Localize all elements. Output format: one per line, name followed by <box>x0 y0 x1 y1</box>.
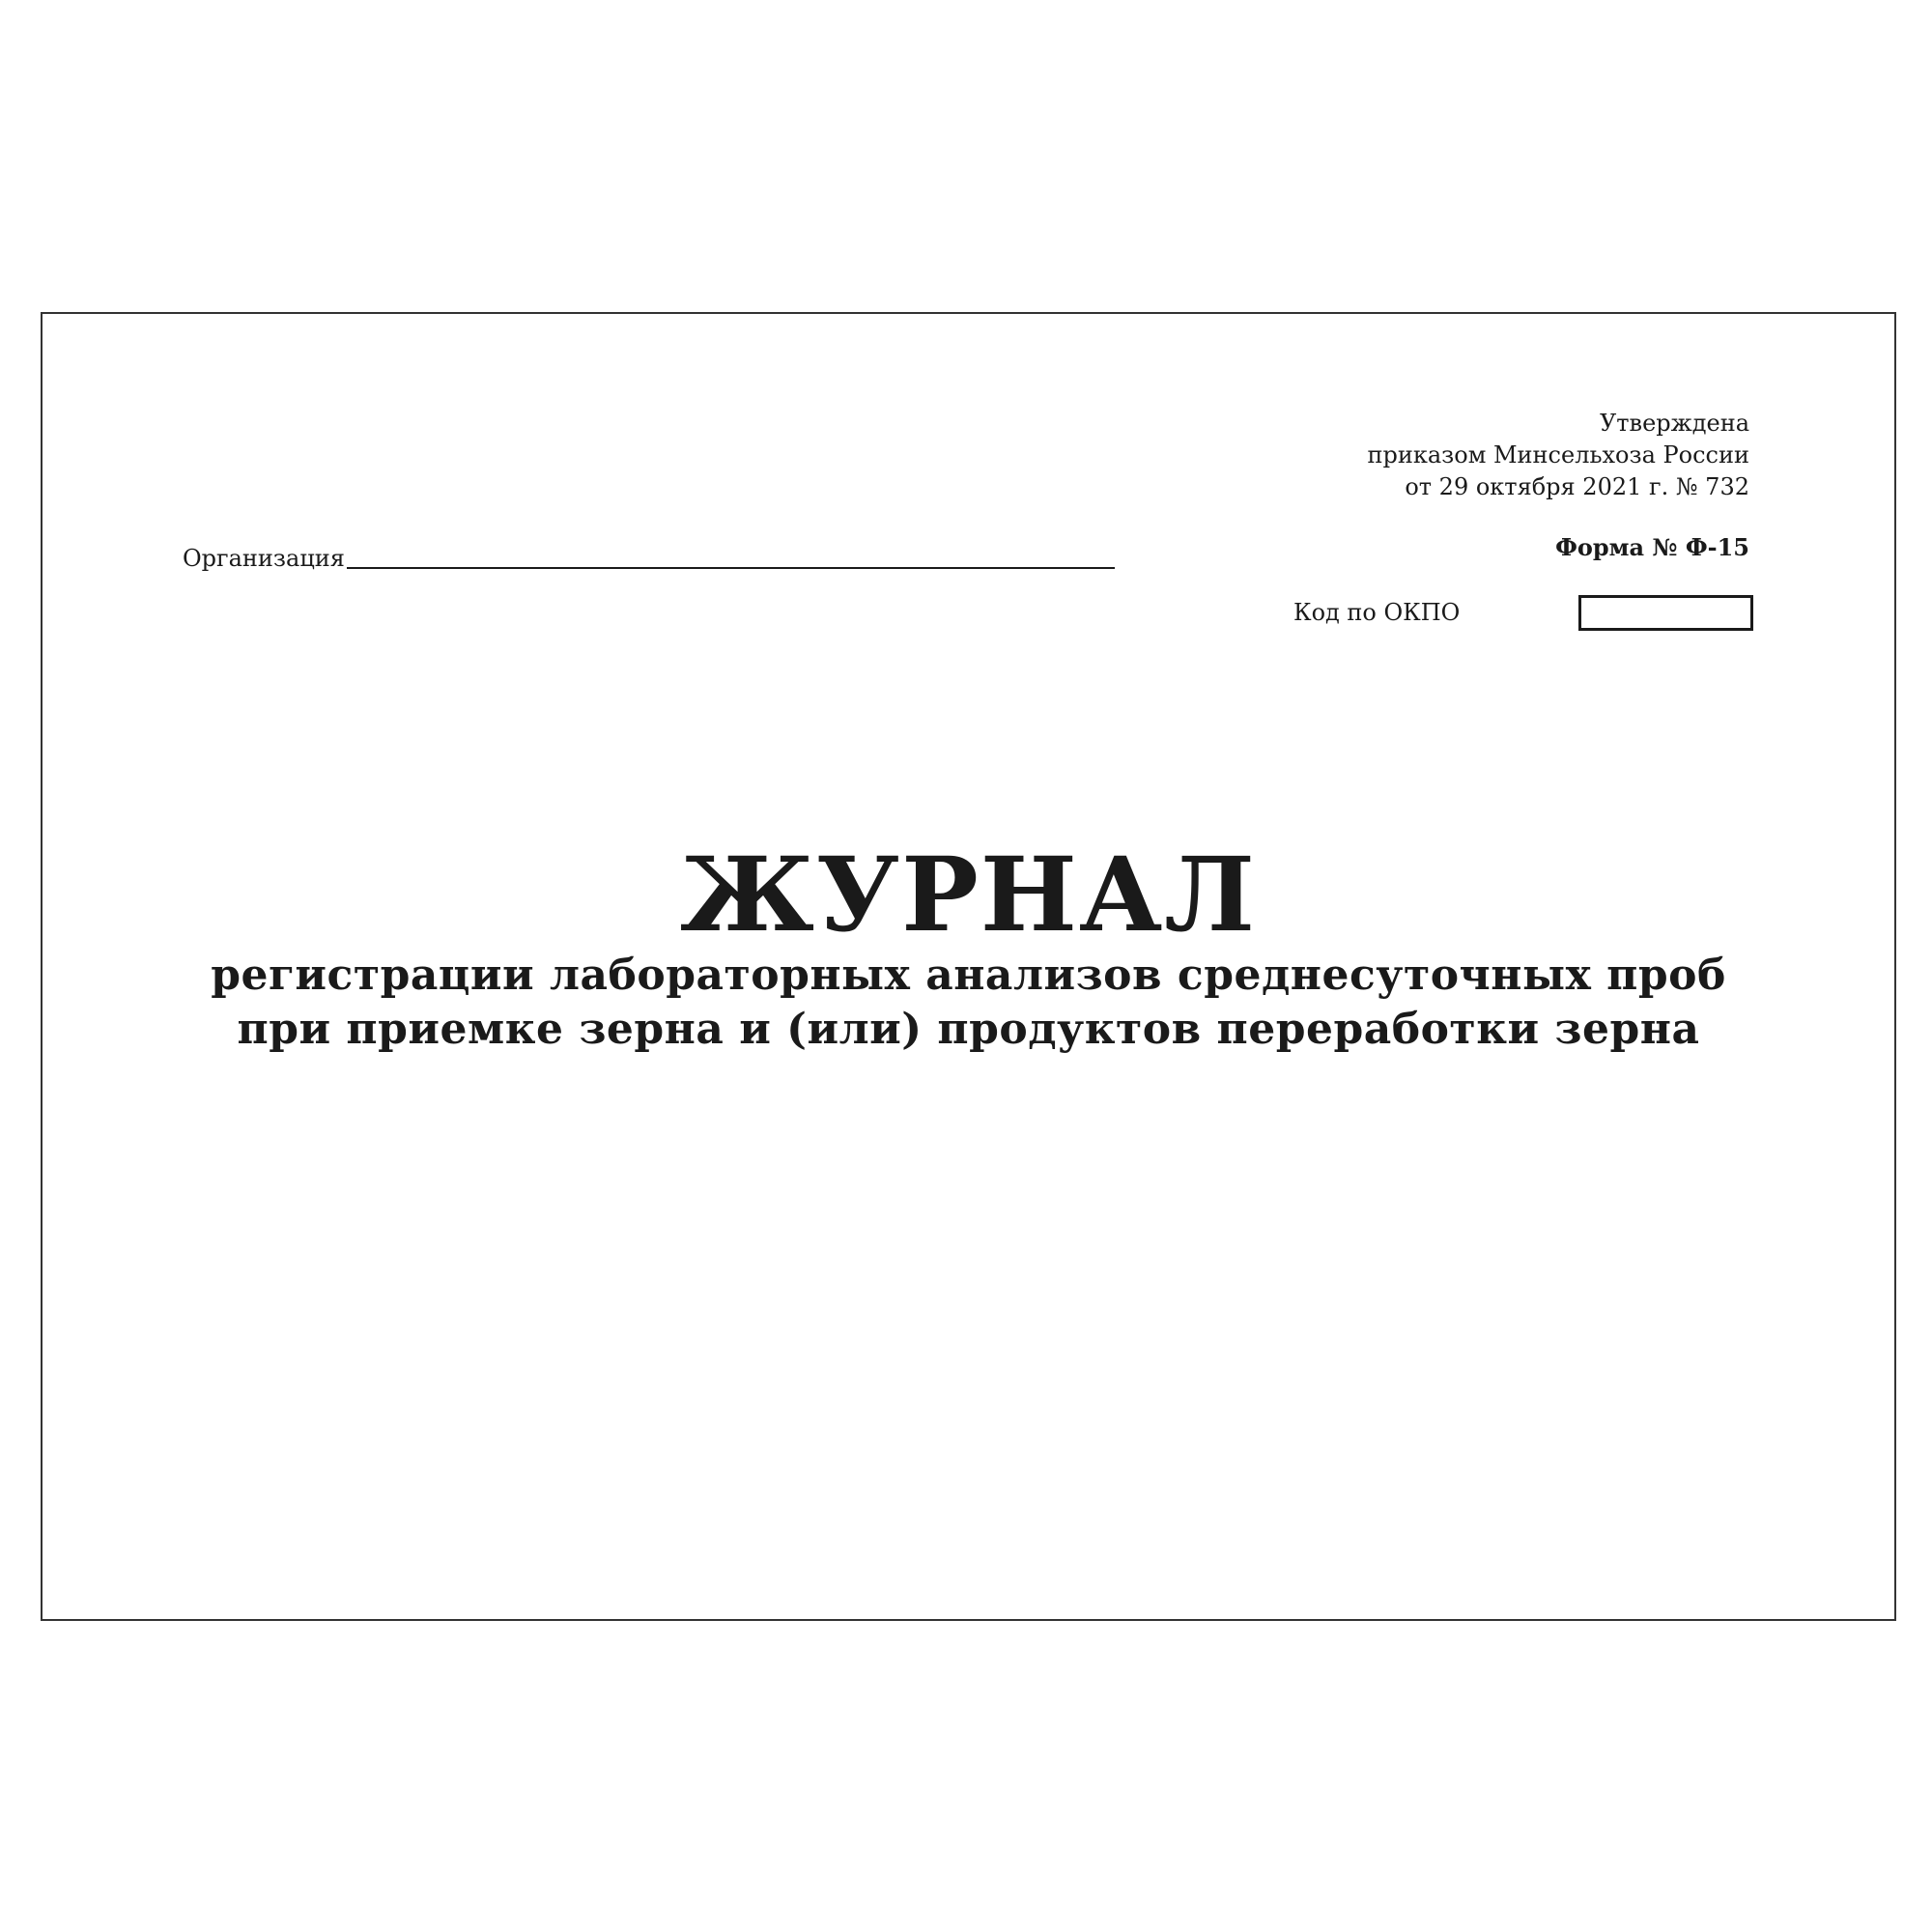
journal-subtitle-line-2: при приемке зерна и (или) продуктов переработки зерна <box>237 1005 1700 1054</box>
document-cover <box>41 312 1896 1621</box>
title-block <box>43 834 1894 1057</box>
journal-subtitle <box>43 949 1894 1057</box>
approval-line-2: приказом Минсельхоза России <box>1367 441 1749 469</box>
approval-line-3: от 29 октября 2021 г. № 732 <box>1405 473 1749 500</box>
journal-title: ЖУРНАЛ <box>679 834 1258 954</box>
form-number: Форма № Ф-15 <box>1555 533 1749 561</box>
organization-label: Организация <box>183 545 345 572</box>
approval-line-1: Утверждена <box>1599 410 1749 437</box>
journal-subtitle-line-1: регистрации лабораторных анализов среднесуточных проб <box>211 951 1726 1000</box>
organization-field-line <box>347 567 1115 569</box>
approval-stamp <box>1367 408 1749 503</box>
okpo-label: Код по ОКПО <box>1293 599 1461 626</box>
organization-row <box>183 544 1115 573</box>
okpo-code-box <box>1578 595 1753 631</box>
